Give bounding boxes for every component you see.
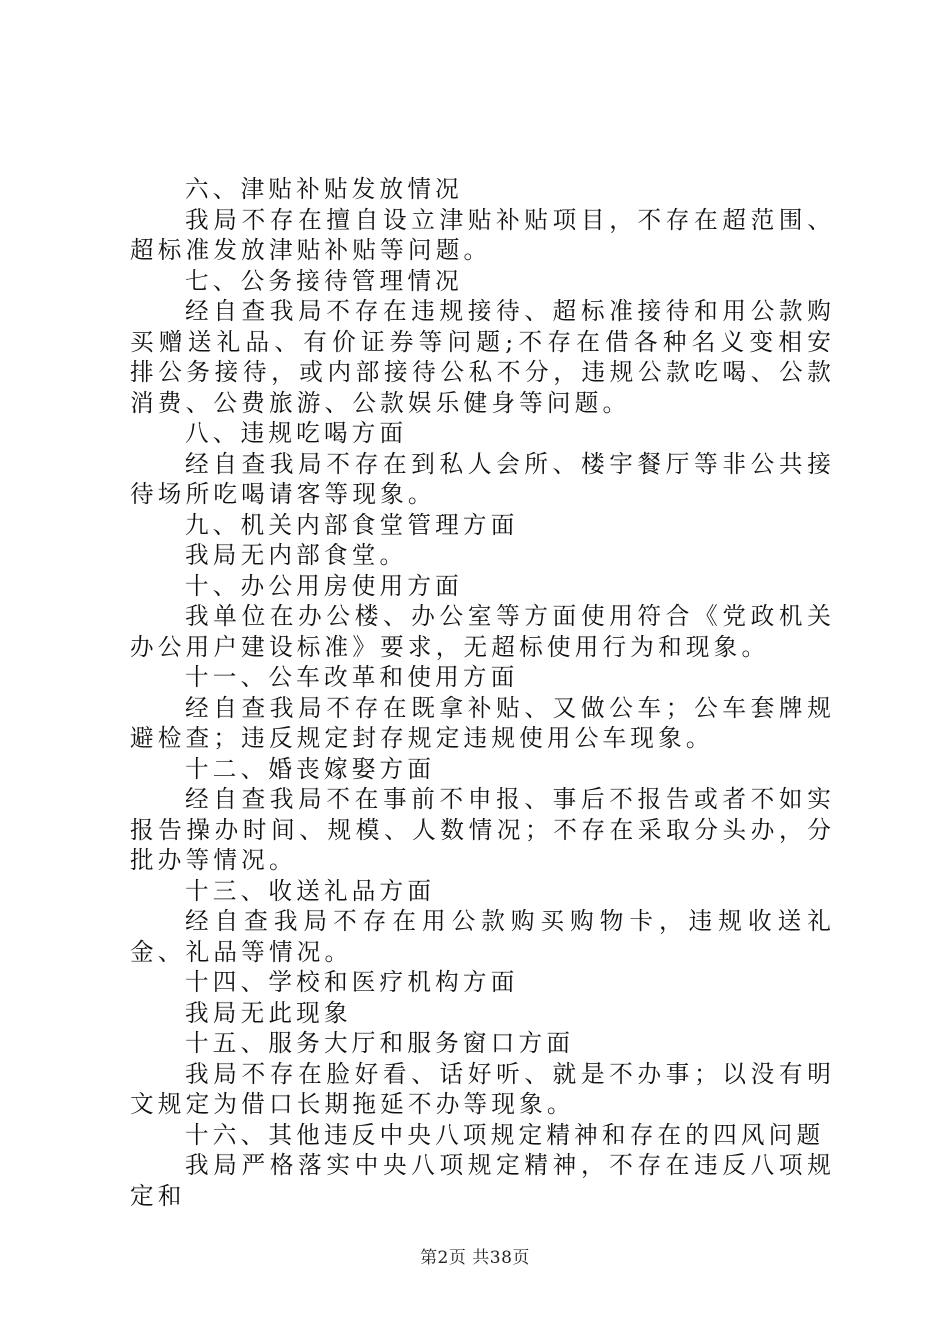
paragraph-schools-medical: 我局无此现象 (185, 998, 352, 1027)
paragraph-other-issues: 我局严格落实中央八项规定精神，不存在违反八项规定和 (130, 1151, 835, 1210)
heading-dining: 八、违规吃喝方面 (185, 419, 408, 447)
page-footer: 第2页 共38页 (420, 1248, 530, 1268)
heading-gifts: 十三、收送礼品方面 (185, 876, 436, 905)
heading-service-hall: 十五、服务大厅和服务窗口方面 (185, 1029, 575, 1057)
paragraph-allowance: 我局不存在擅自设立津贴补贴项目，不存在超范围、超标准发放津贴补贴等问题。 (130, 205, 835, 264)
heading-weddings-funerals: 十二、婚丧嫁娶方面 (185, 754, 436, 783)
document-body (130, 174, 835, 1211)
paragraph-weddings-funerals: 经自查我局不在事前不申报、事后不报告或者不如实报告操办时间、规模、人数情况；不存在采取分头办，分批办等情况。 (130, 785, 835, 874)
heading-canteen: 九、机关内部食堂管理方面 (185, 510, 519, 539)
heading-official-cars: 十一、公车改革和使用方面 (185, 663, 519, 691)
paragraph-dining: 经自查我局不存在到私人会所、楼宇餐厅等非公共接待场所吃喝请客等现象。 (130, 449, 835, 508)
heading-schools-medical: 十四、学校和医疗机构方面 (185, 968, 519, 996)
heading-allowance: 六、津贴补贴发放情况 (185, 175, 463, 203)
heading-office-space: 十、办公用房使用方面 (185, 571, 463, 600)
paragraph-reception: 经自查我局不存在违规接待、超标准接待和用公款购买赠送礼品、有价证券等问题;不存在借各种名义变相安排公务接待，或内部接待公私不分，违规公款吃喝、公款消费、公费旅游、公款娱乐健身等问题。 (130, 297, 835, 417)
paragraph-office-space: 我单位在办公楼、办公室等方面使用符合《党政机关办公用户建设标准》要求，无超标使用行为和现象。 (130, 602, 835, 661)
heading-other-issues: 十六、其他违反中央八项规定精神和存在的四风问题 (185, 1120, 825, 1149)
paragraph-canteen: 我局无内部食堂。 (185, 541, 408, 569)
paragraph-gifts: 经自查我局不存在用公款购买购物卡，违规收送礼金、礼品等情况。 (130, 907, 835, 966)
paragraph-official-cars: 经自查我局不存在既拿补贴、又做公车；公车套牌规避检查；违反规定封存规定违规使用公车现象。 (130, 693, 835, 752)
heading-reception: 七、公务接待管理情况 (185, 266, 463, 295)
paragraph-service-hall: 我局不存在脸好看、话好听、就是不办事；以没有明文规定为借口长期拖延不办等现象。 (130, 1059, 835, 1118)
